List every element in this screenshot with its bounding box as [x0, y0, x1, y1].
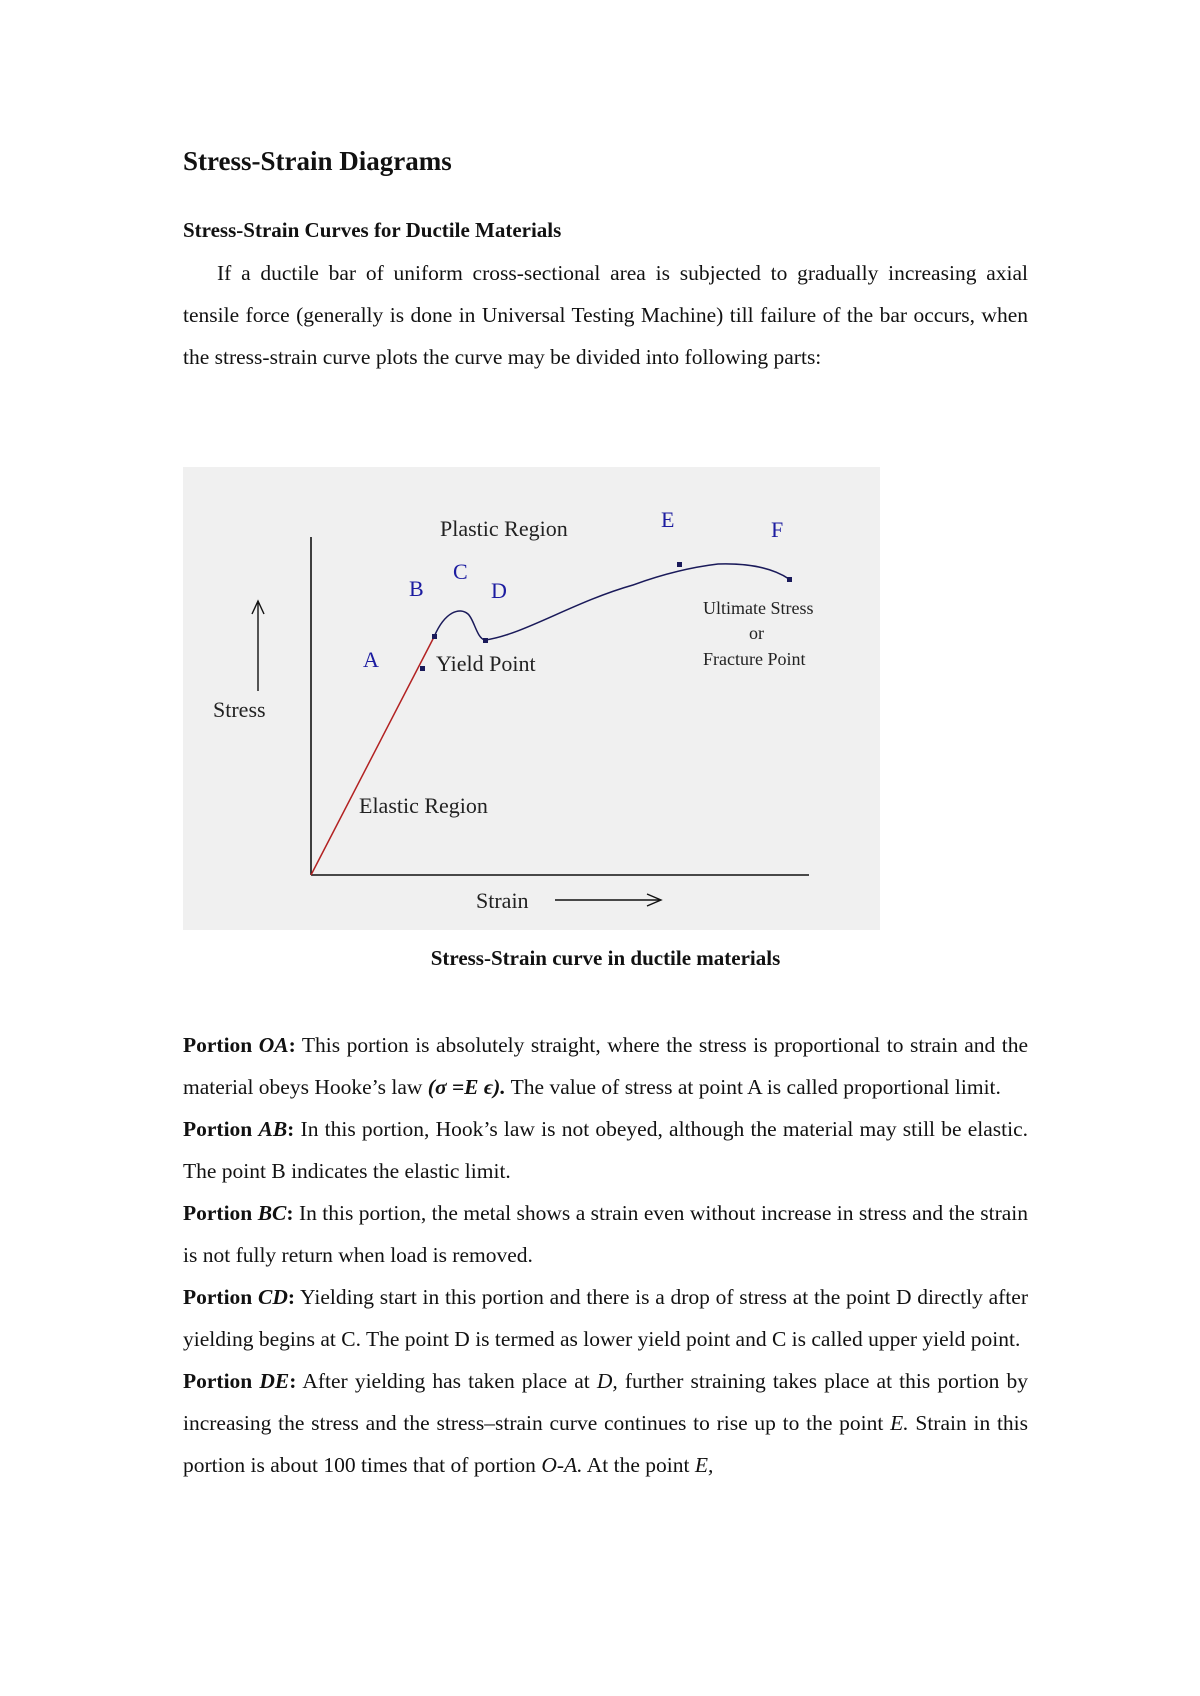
portion-oa: Portion OA: This portion is absolutely straight, where the stress is proportional to strain and the material obeys Hooke’s law (σ =E ϵ). The value of stress at point A is called proportional limit.: [183, 1033, 1028, 1099]
point-b-marker: [432, 634, 437, 639]
portion-label: Portion: [183, 1033, 253, 1057]
portion-label: Portion: [183, 1369, 253, 1393]
portion-text: This portion is absolutely straight, where the stress is proportional to strain and the material obeys Hooke’s law: [183, 1033, 1028, 1099]
stress-axis-label: Stress: [213, 697, 266, 722]
point-a-label: A: [363, 647, 379, 672]
portion-text: further straining takes place at this portion by increasing the stress and the stress–strain curve continues to rise up to the point: [183, 1369, 1029, 1435]
point-a-marker: [420, 666, 425, 671]
page-title: Stress-Strain Diagrams: [183, 146, 452, 176]
portion-italic: E,: [694, 1453, 714, 1477]
point-d-label: D: [491, 578, 507, 603]
hooke-formula: (σ =E ϵ).: [427, 1075, 506, 1099]
portion-label: Portion: [183, 1117, 253, 1141]
elastic-region-label: Elastic Region: [359, 793, 488, 818]
section-heading: Stress-Strain Curves for Ductile Materials: [183, 218, 562, 242]
portion-text: Yielding start in this portion and there is a drop of stress at the point D directly after yielding begins at C. The point D is termed as lower yield point and C is called upper yield point.: [183, 1285, 1028, 1351]
portion-var: OA: [258, 1033, 289, 1057]
portion-de: Portion DE: After yielding has taken place at D, further straining takes place at this portion by increasing the stress and the stress–strain curve continues to rise up to the point E. Strain in this portion is about 100 times that of portion O-A. At the point E,: [183, 1369, 1029, 1477]
portion-label: Portion: [183, 1285, 253, 1309]
plastic-region-label: Plastic Region: [440, 516, 568, 541]
portion-text: At the point: [586, 1453, 690, 1477]
portion-italic: O-A.: [541, 1453, 583, 1477]
portion-text: The value of stress at point A is called proportional limit.: [510, 1075, 1001, 1099]
portions-list: [183, 1024, 1028, 1486]
portion-var: AB: [258, 1117, 288, 1141]
portion-text: Strain in this portion is about 100 times that of portion: [183, 1411, 1029, 1477]
portion-var: DE: [259, 1369, 290, 1393]
portion-var: BC: [257, 1201, 287, 1225]
portion-cd: Portion CD: Yielding start in this portion and there is a drop of stress at the point D directly after yielding begins at C. The point D is termed as lower yield point and C is called upper yield point.: [183, 1285, 1028, 1351]
point-c-label: C: [453, 559, 468, 584]
portion-var: CD: [258, 1285, 288, 1309]
strain-axis-label: Strain: [476, 888, 529, 913]
intro-paragraph: If a ductile bar of uniform cross-sectional area is subjected to gradually increasing axial tensile force (generally is done in Universal Testing Machine) till failure of the bar occurs, when the stress-strain curve plots the curve may be divided into following parts:: [183, 261, 1028, 369]
portion-italic: D,: [596, 1369, 618, 1393]
portion-text: In this portion, the metal shows a strain even without increase in stress and the strain is not fully return when load is removed.: [183, 1201, 1029, 1267]
fracture-point-label: Fracture Point: [703, 649, 806, 669]
stress-strain-diagram: [183, 467, 880, 930]
ultimate-or-label: or: [749, 623, 764, 643]
portion-italic: E.: [890, 1411, 909, 1435]
portion-bc: Portion BC: In this portion, the metal shows a strain even without increase in stress and the strain is not fully return when load is removed.: [183, 1201, 1029, 1267]
point-f-label: F: [771, 517, 784, 542]
portion-text: After yielding has taken place at: [302, 1369, 590, 1393]
portion-text: In this portion, Hook’s law is not obeyed, although the material may still be elastic. The point B indicates the elastic limit.: [183, 1117, 1029, 1183]
stress-strain-figure: [183, 467, 880, 930]
point-e-label: E: [661, 507, 675, 532]
point-e-marker: [677, 562, 682, 567]
point-f-marker: [787, 577, 792, 582]
yield-point-label: Yield Point: [436, 651, 536, 676]
portion-ab: Portion AB: In this portion, Hook’s law is not obeyed, although the material may still be elastic. The point B indicates the elastic limit.: [183, 1117, 1029, 1183]
figure-caption: Stress-Strain curve in ductile materials: [430, 946, 781, 970]
ultimate-stress-label: Ultimate Stress: [703, 598, 814, 618]
point-b-label: B: [409, 576, 424, 601]
portion-label: Portion: [183, 1201, 253, 1225]
point-d-marker: [483, 638, 488, 643]
elastic-line: [311, 637, 434, 875]
